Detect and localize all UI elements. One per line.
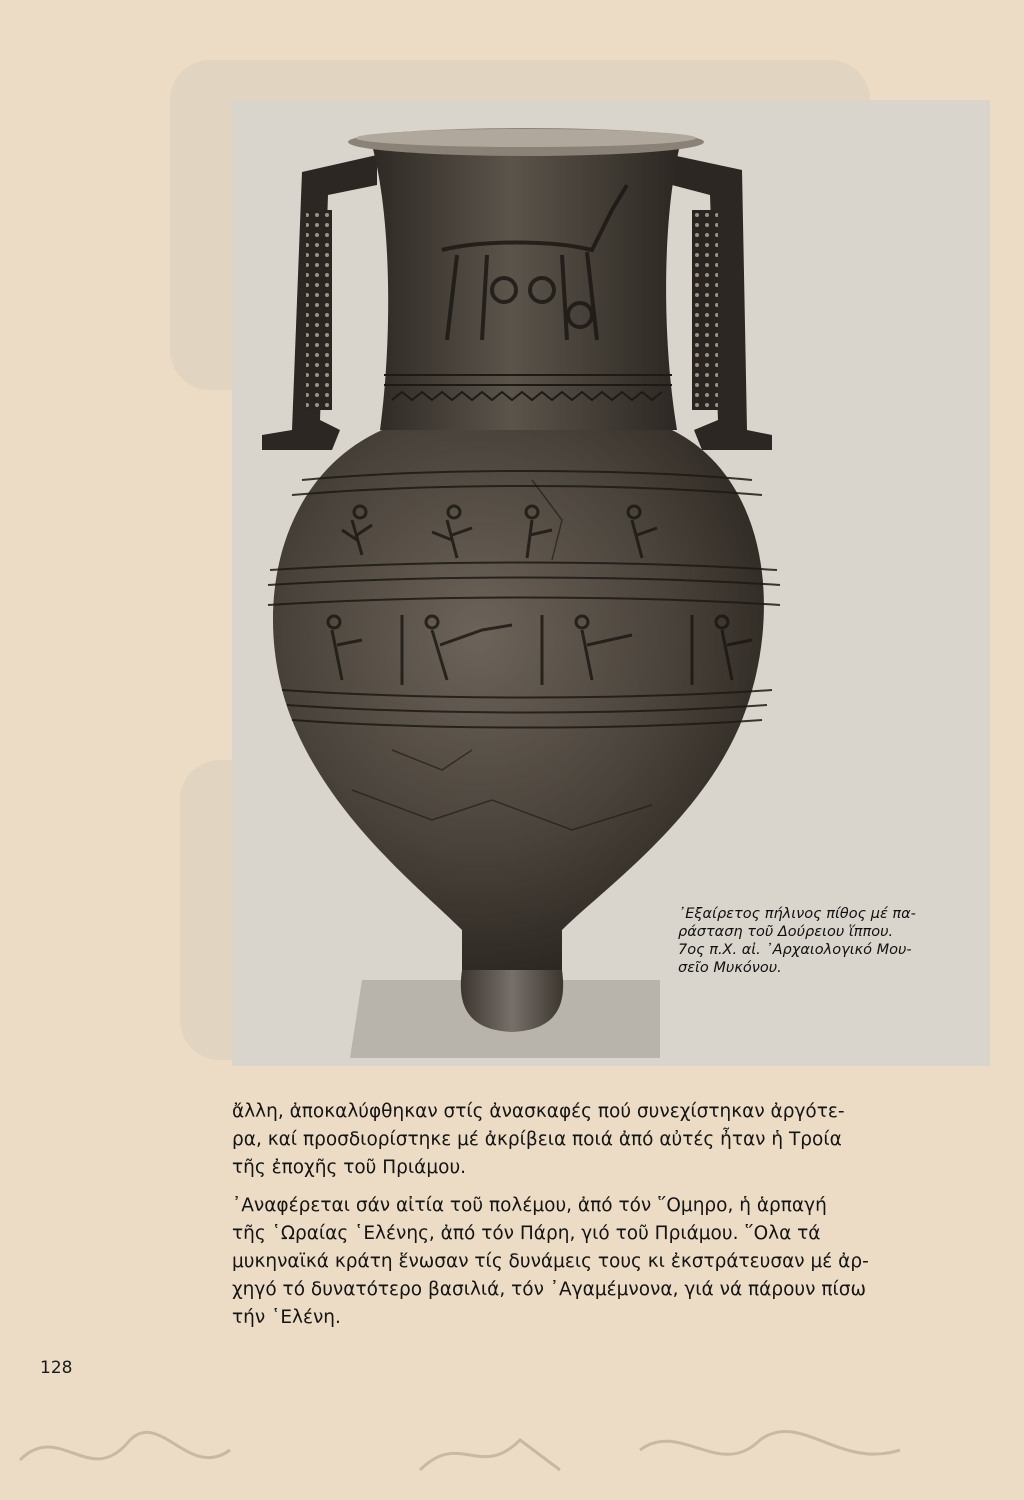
text-line: τῆς ἐποχῆς τοῦ Πριάμου. [232,1157,467,1178]
text-line: χηγό τό δυνατότερο βασιλιά, τόν ᾿Αγαμέμνονα, γιά νά πάρουν πίσω [232,1279,866,1300]
text-line: ᾿Αναφέρεται σάν αἰτία τοῦ πολέμου, ἀπό τόν ῞Ομηρο, ἡ ἁρπαγή [232,1195,827,1216]
page-number: 128 [40,1358,73,1378]
photo-caption [678,905,983,977]
caption-line: ράσταση τοῦ Δούρειου ἵππου. [678,924,894,940]
paragraph-1 [232,1098,974,1182]
caption-line: ᾿Εξαίρετος πήλινος πίθος μέ πα- [678,906,916,922]
text-line: μυκηναϊκά κράτη ἕνωσαν τίς δυνάμεις τους κι ἐκστράτευσαν μέ ἀρ- [232,1251,869,1272]
text-line: τῆς ῾Ωραίας ῾Ελένης, ἀπό τόν Πάρη, γιό τοῦ Πριάμου. ῞Ολα τά [232,1223,821,1244]
caption-line: 7ος π.Χ. αἰ. ᾿Αρχαιολογικό Μου- [678,942,912,958]
body-text [232,1098,974,1332]
text-line: ρα, καί προσδιορίστηκε μέ ἀκρίβεια ποιά ἀπό αὐτές ἦταν ἡ Τροία [232,1129,842,1150]
text-line: ἄλλη, ἀποκαλύφθηκαν στίς ἀνασκαφές πού συνεχίστηκαν ἀργότε- [232,1101,845,1122]
caption-line: σεῖο Μυκόνου. [678,960,782,976]
paragraph-2 [232,1192,974,1332]
text-line: τήν ῾Ελένη. [232,1307,341,1328]
handwriting-bleed [0,1400,1024,1500]
vase-neck [372,145,680,430]
